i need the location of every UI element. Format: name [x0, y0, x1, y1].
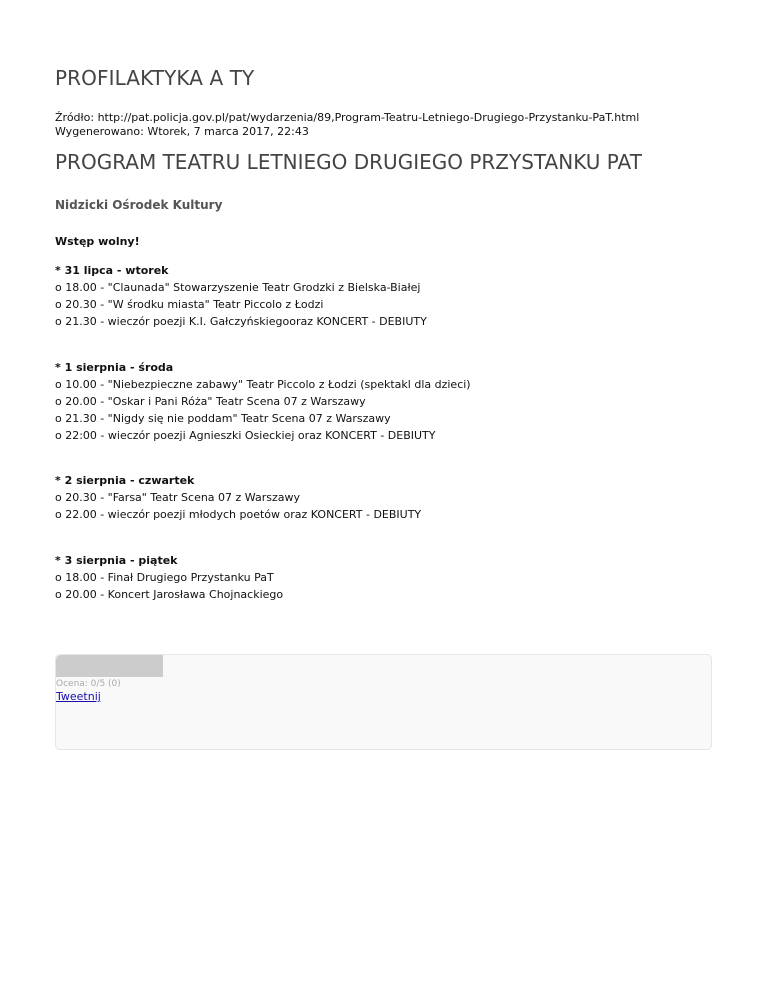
program-item: o 18.00 - Finał Drugiego Przystanku PaT [55, 571, 274, 584]
entry-note: Wstęp wolny! [55, 235, 140, 248]
day-heading: * 31 lipca - wtorek [55, 264, 169, 277]
program-item: o 21.30 - wieczór poezji K.I. Gałczyńskiegooraz KONCERT - DEBIUTY [55, 315, 427, 328]
organizer-name: Nidzicki Ośrodek Kultury [55, 198, 223, 212]
day-heading: * 3 sierpnia - piątek [55, 554, 178, 567]
program-item: o 20.00 - Koncert Jarosława Chojnackiego [55, 588, 284, 601]
program-item: o 20.30 - "Farsa" Teatr Scena 07 z Warszawy [55, 491, 300, 504]
generated-line: Wygenerowano: Wtorek, 7 marca 2017, 22:43 [55, 125, 309, 138]
day-heading: * 2 sierpnia - czwartek [55, 474, 195, 487]
program-item: o 18.00 - "Claunada" Stowarzyszenie Teatr Grodzki z Bielska-Białej [55, 281, 421, 294]
program-item: o 22.00 - wieczór poezji młodych poetów oraz KONCERT - DEBIUTY [55, 508, 422, 521]
rating-stars-bar[interactable] [56, 655, 163, 677]
source-line: Źródło: http://pat.policja.gov.pl/pat/wydarzenia/89,Program-Teatru-Letniego-Drugiego-Przystanku-PaT.html [55, 111, 640, 124]
site-title: PROFILAKTYKA A TY [55, 66, 255, 90]
article-title: PROGRAM TEATRU LETNIEGO DRUGIEGO PRZYSTANKU PAT [55, 150, 642, 174]
day-heading: * 1 sierpnia - środa [55, 361, 174, 374]
rating-panel [55, 654, 712, 750]
program-item: o 10.00 - "Niebezpieczne zabawy" Teatr Piccolo z Łodzi (spektakl dla dzieci) [55, 378, 471, 391]
rating-label: Ocena: 0/5 (0) [56, 679, 121, 689]
program-item: o 21.30 - "Nigdy się nie poddam" Teatr Scena 07 z Warszawy [55, 412, 391, 425]
program-item: o 20.00 - "Oskar i Pani Róża" Teatr Scena 07 z Warszawy [55, 395, 366, 408]
program-item: o 22:00 - wieczór poezji Agnieszki Osieckiej oraz KONCERT - DEBIUTY [55, 429, 436, 442]
tweet-link[interactable]: Tweetnij [56, 690, 101, 703]
program-item: o 20.30 - "W środku miasta" Teatr Piccolo z Łodzi [55, 298, 324, 311]
